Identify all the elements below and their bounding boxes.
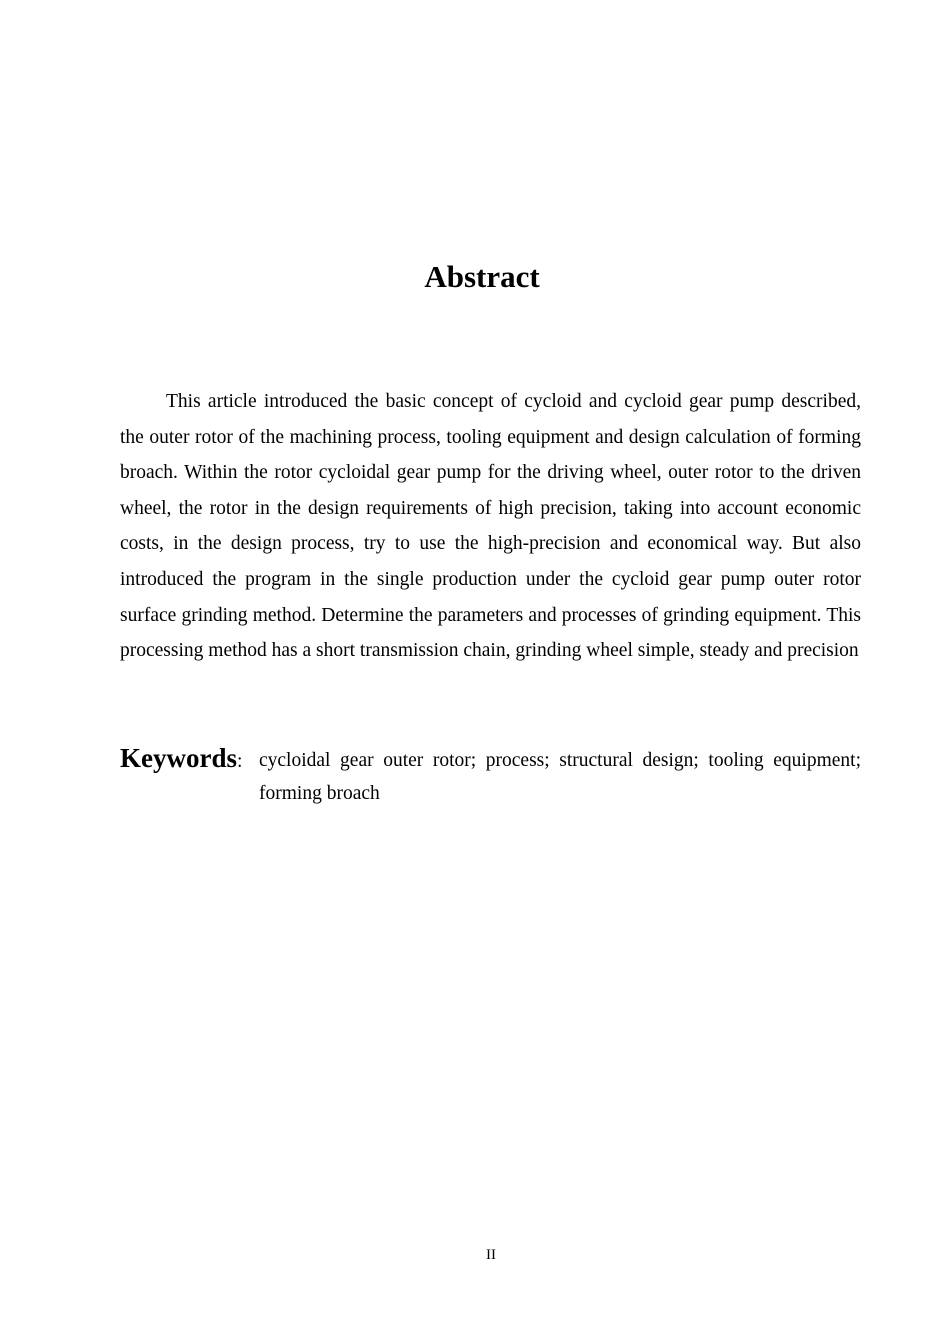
keywords-colon: : — [237, 751, 243, 772]
page-number: II — [486, 1247, 496, 1263]
abstract-title: Abstract — [424, 259, 540, 294]
abstract-body: This article introduced the basic concept of cycloid and cycloid gear pump described, the outer rotor of the machining process, tooling equipment and design calculation of forming broach. Within the rotor cycloidal gear pump for the driving wheel, outer rotor to the driven wheel, the rotor in the design requirements of high precision, taking into account economic costs, in the design process, try to use the high-precision and economical way. But also introduced the program in the single production under the cycloid gear pump outer rotor surface grinding method. Determine the parameters and processes of grinding equipment. This processing method has a short transmission chain, grinding wheel simple, steady and precision — [120, 391, 861, 662]
keywords-list: cycloidal gear outer rotor; process; structural design; tooling equipment; forming broach — [259, 750, 861, 804]
keywords-label: Keywords — [120, 743, 237, 773]
keywords-heading — [120, 740, 242, 780]
